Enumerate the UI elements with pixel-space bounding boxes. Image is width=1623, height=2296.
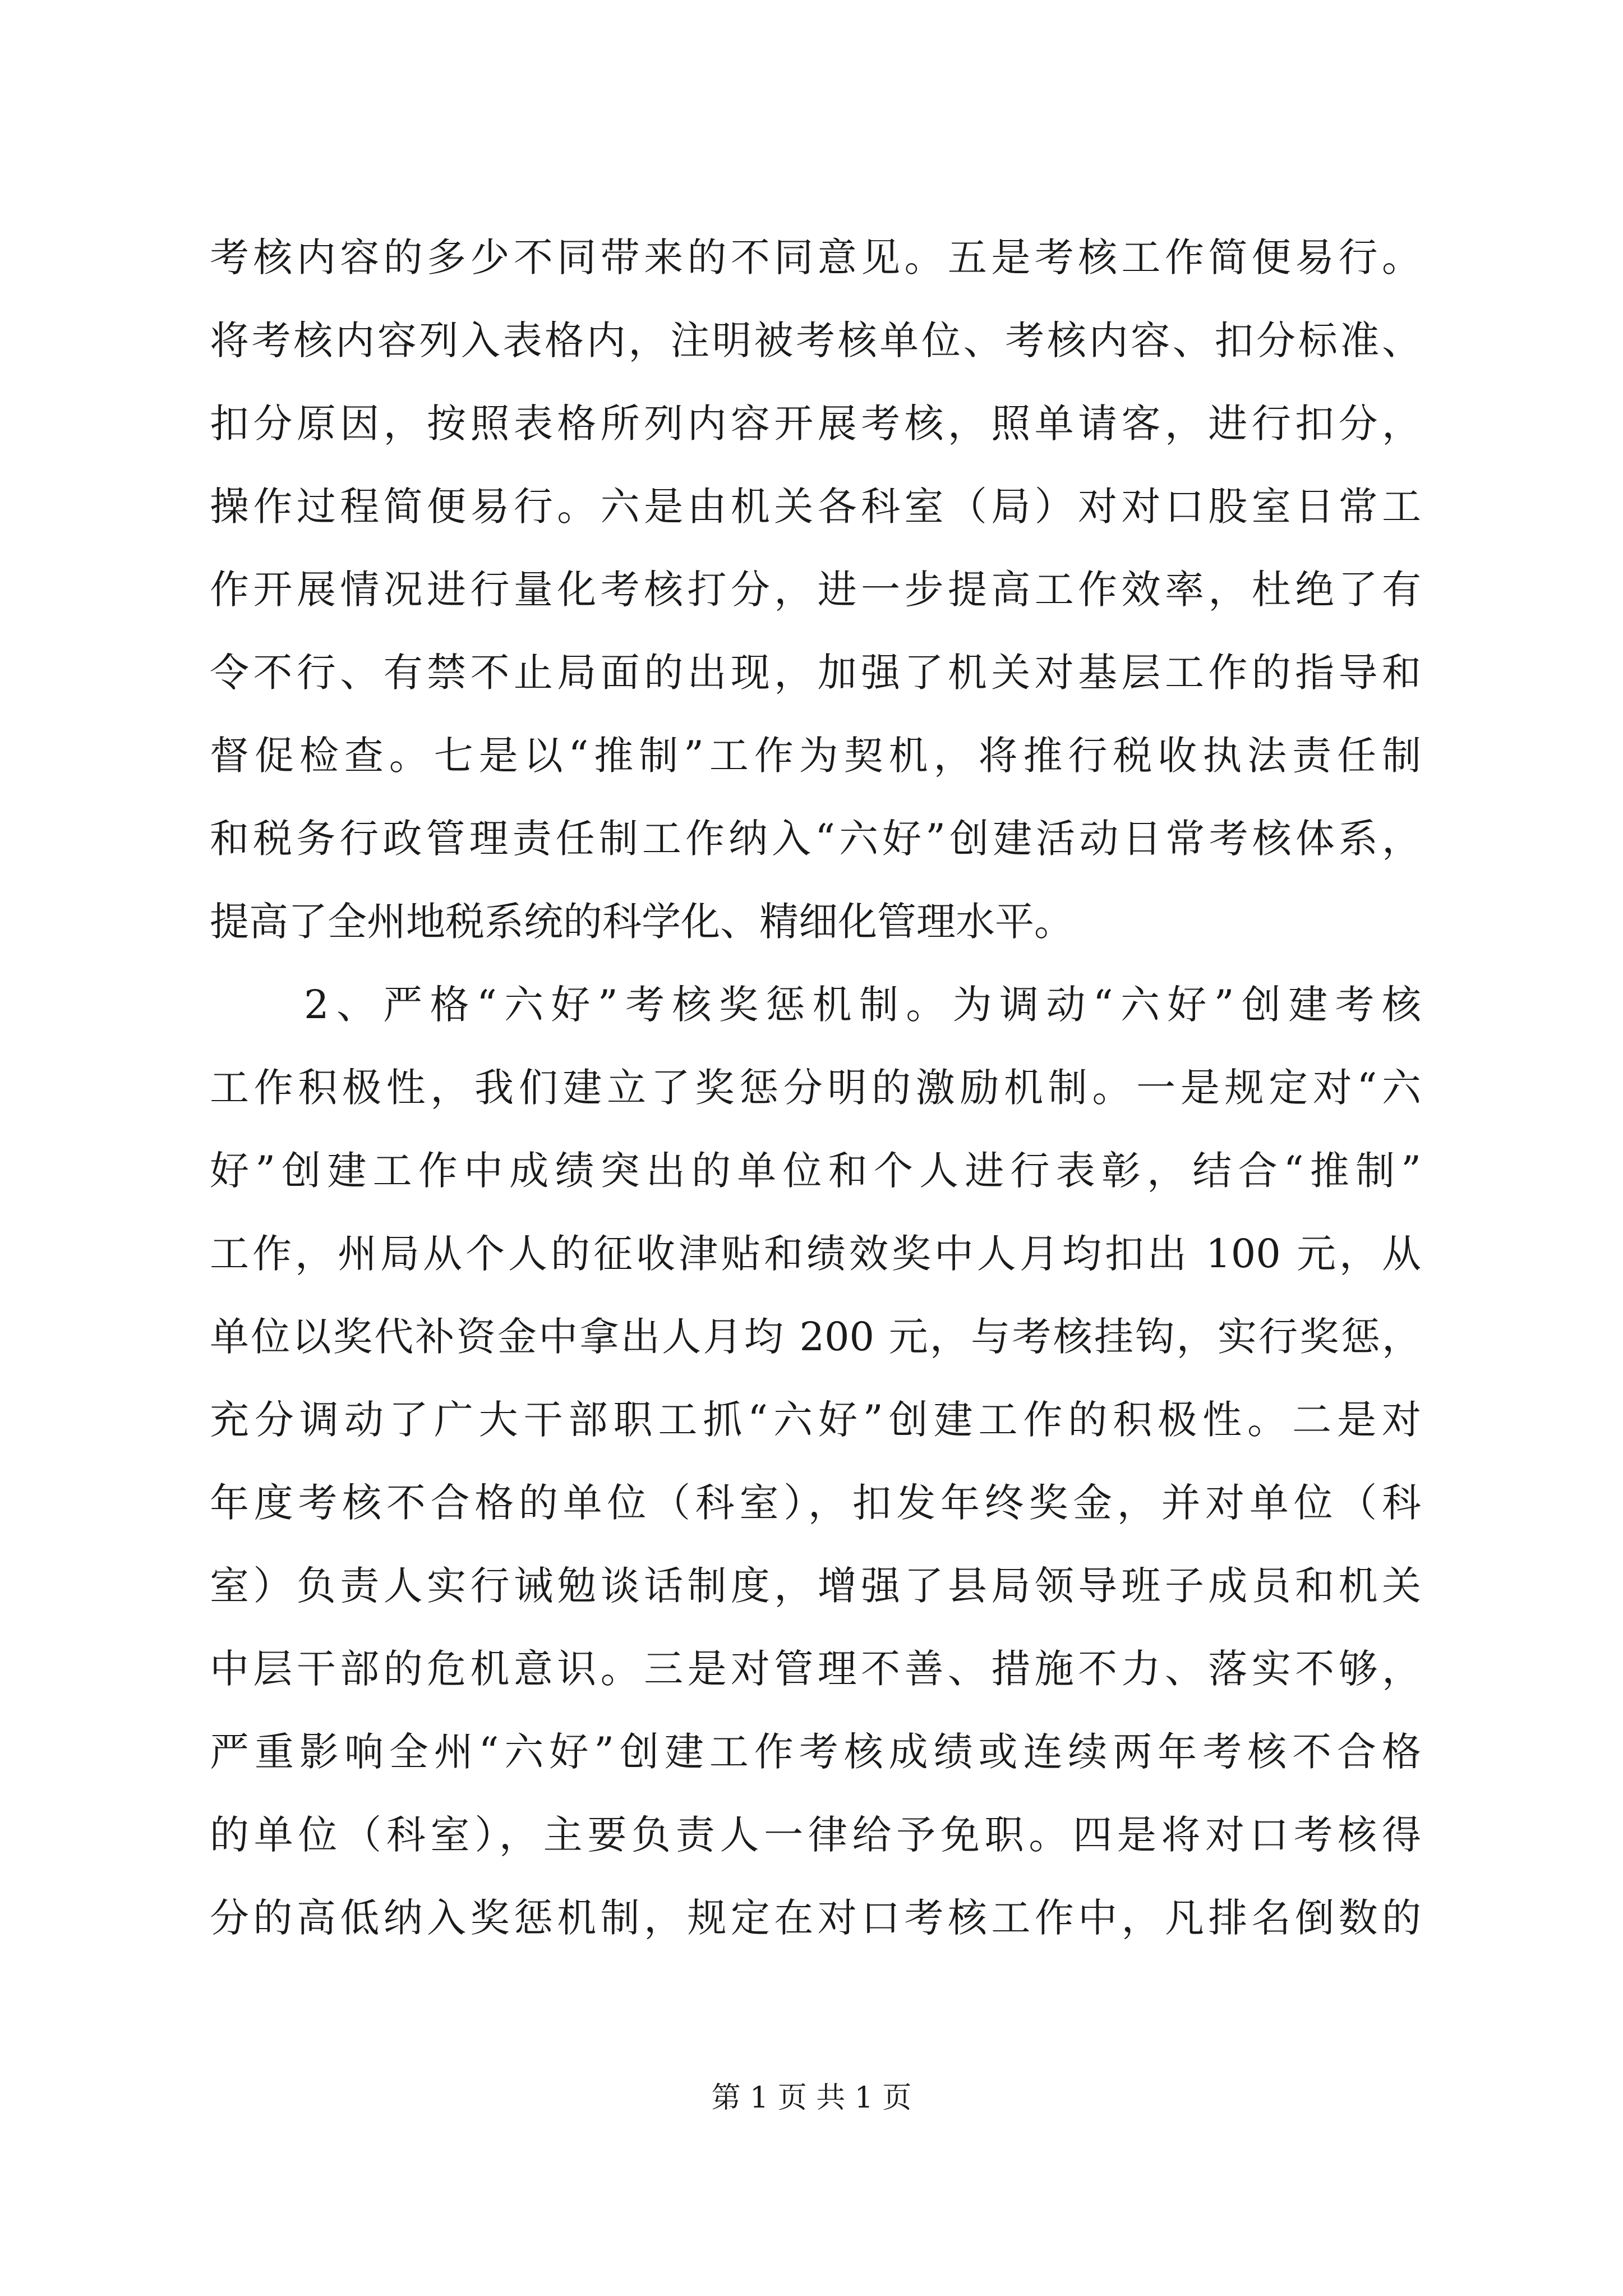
page-footer xyxy=(0,2076,1623,2120)
text-line: 督促检查。七是以“推制”工作为契机，将推行税收执法责任制 xyxy=(210,733,1421,779)
text-line: 中层干部的危机意识。三是对管理不善、措施不力、落实不够， xyxy=(210,1646,1421,1692)
text-line: 单位以奖代补资金中拿出人月均 200 元，与考核挂钩，实行奖惩， xyxy=(210,1314,1421,1360)
text-line: 严重影响全州“六好”创建工作考核成绩或连续两年考核不合格 xyxy=(210,1729,1421,1775)
text-line: 和税务行政管理责任制工作纳入“六好”创建活动日常考核体系， xyxy=(210,816,1421,862)
text-line: 好”创建工作中成绩突出的单位和个人进行表彰，结合“推制” xyxy=(210,1148,1421,1194)
document-body xyxy=(210,216,1421,1959)
text-line: 操作过程简便易行。六是由机关各科室（局）对对口股室日常工 xyxy=(210,484,1421,530)
text-line: 提高了全州地税系统的科学化、精细化管理水平。 xyxy=(210,899,1073,945)
text-line: 令不行、有禁不止局面的出现，加强了机关对基层工作的指导和 xyxy=(210,650,1421,696)
text-line: 扣分原因，按照表格所列内容开展考核，照单请客，进行扣分， xyxy=(210,401,1421,447)
text-line: 作开展情况进行量化考核打分，进一步提高工作效率，杜绝了有 xyxy=(210,567,1421,613)
text-line: 工作，州局从个人的征收津贴和绩效奖中人月均扣出 100 元，从 xyxy=(210,1231,1421,1277)
page-number-label: 第 1 页 共 1 页 xyxy=(711,2081,912,2115)
text-line: 的单位（科室），主要负责人一律给予免职。四是将对口考核得 xyxy=(210,1812,1421,1858)
text-line: 考核内容的多少不同带来的不同意见。五是考核工作简便易行。 xyxy=(210,234,1421,280)
text-line: 室）负责人实行诫勉谈话制度，增强了县局领导班子成员和机关 xyxy=(210,1563,1421,1609)
section-heading-line: 2、严格“六好”考核奖惩机制。为调动“六好”创建考核 xyxy=(304,982,1421,1028)
text-line: 将考核内容列入表格内，注明被考核单位、考核内容、扣分标准、 xyxy=(210,318,1421,364)
text-line: 充分调动了广大干部职工抓“六好”创建工作的积极性。二是对 xyxy=(210,1397,1421,1443)
text-line: 分的高低纳入奖惩机制，规定在对口考核工作中，凡排名倒数的 xyxy=(210,1895,1421,1941)
text-line: 年度考核不合格的单位（科室），扣发年终奖金，并对单位（科 xyxy=(210,1480,1421,1526)
text-line: 工作积极性，我们建立了奖惩分明的激励机制。一是规定对“六 xyxy=(210,1065,1421,1111)
